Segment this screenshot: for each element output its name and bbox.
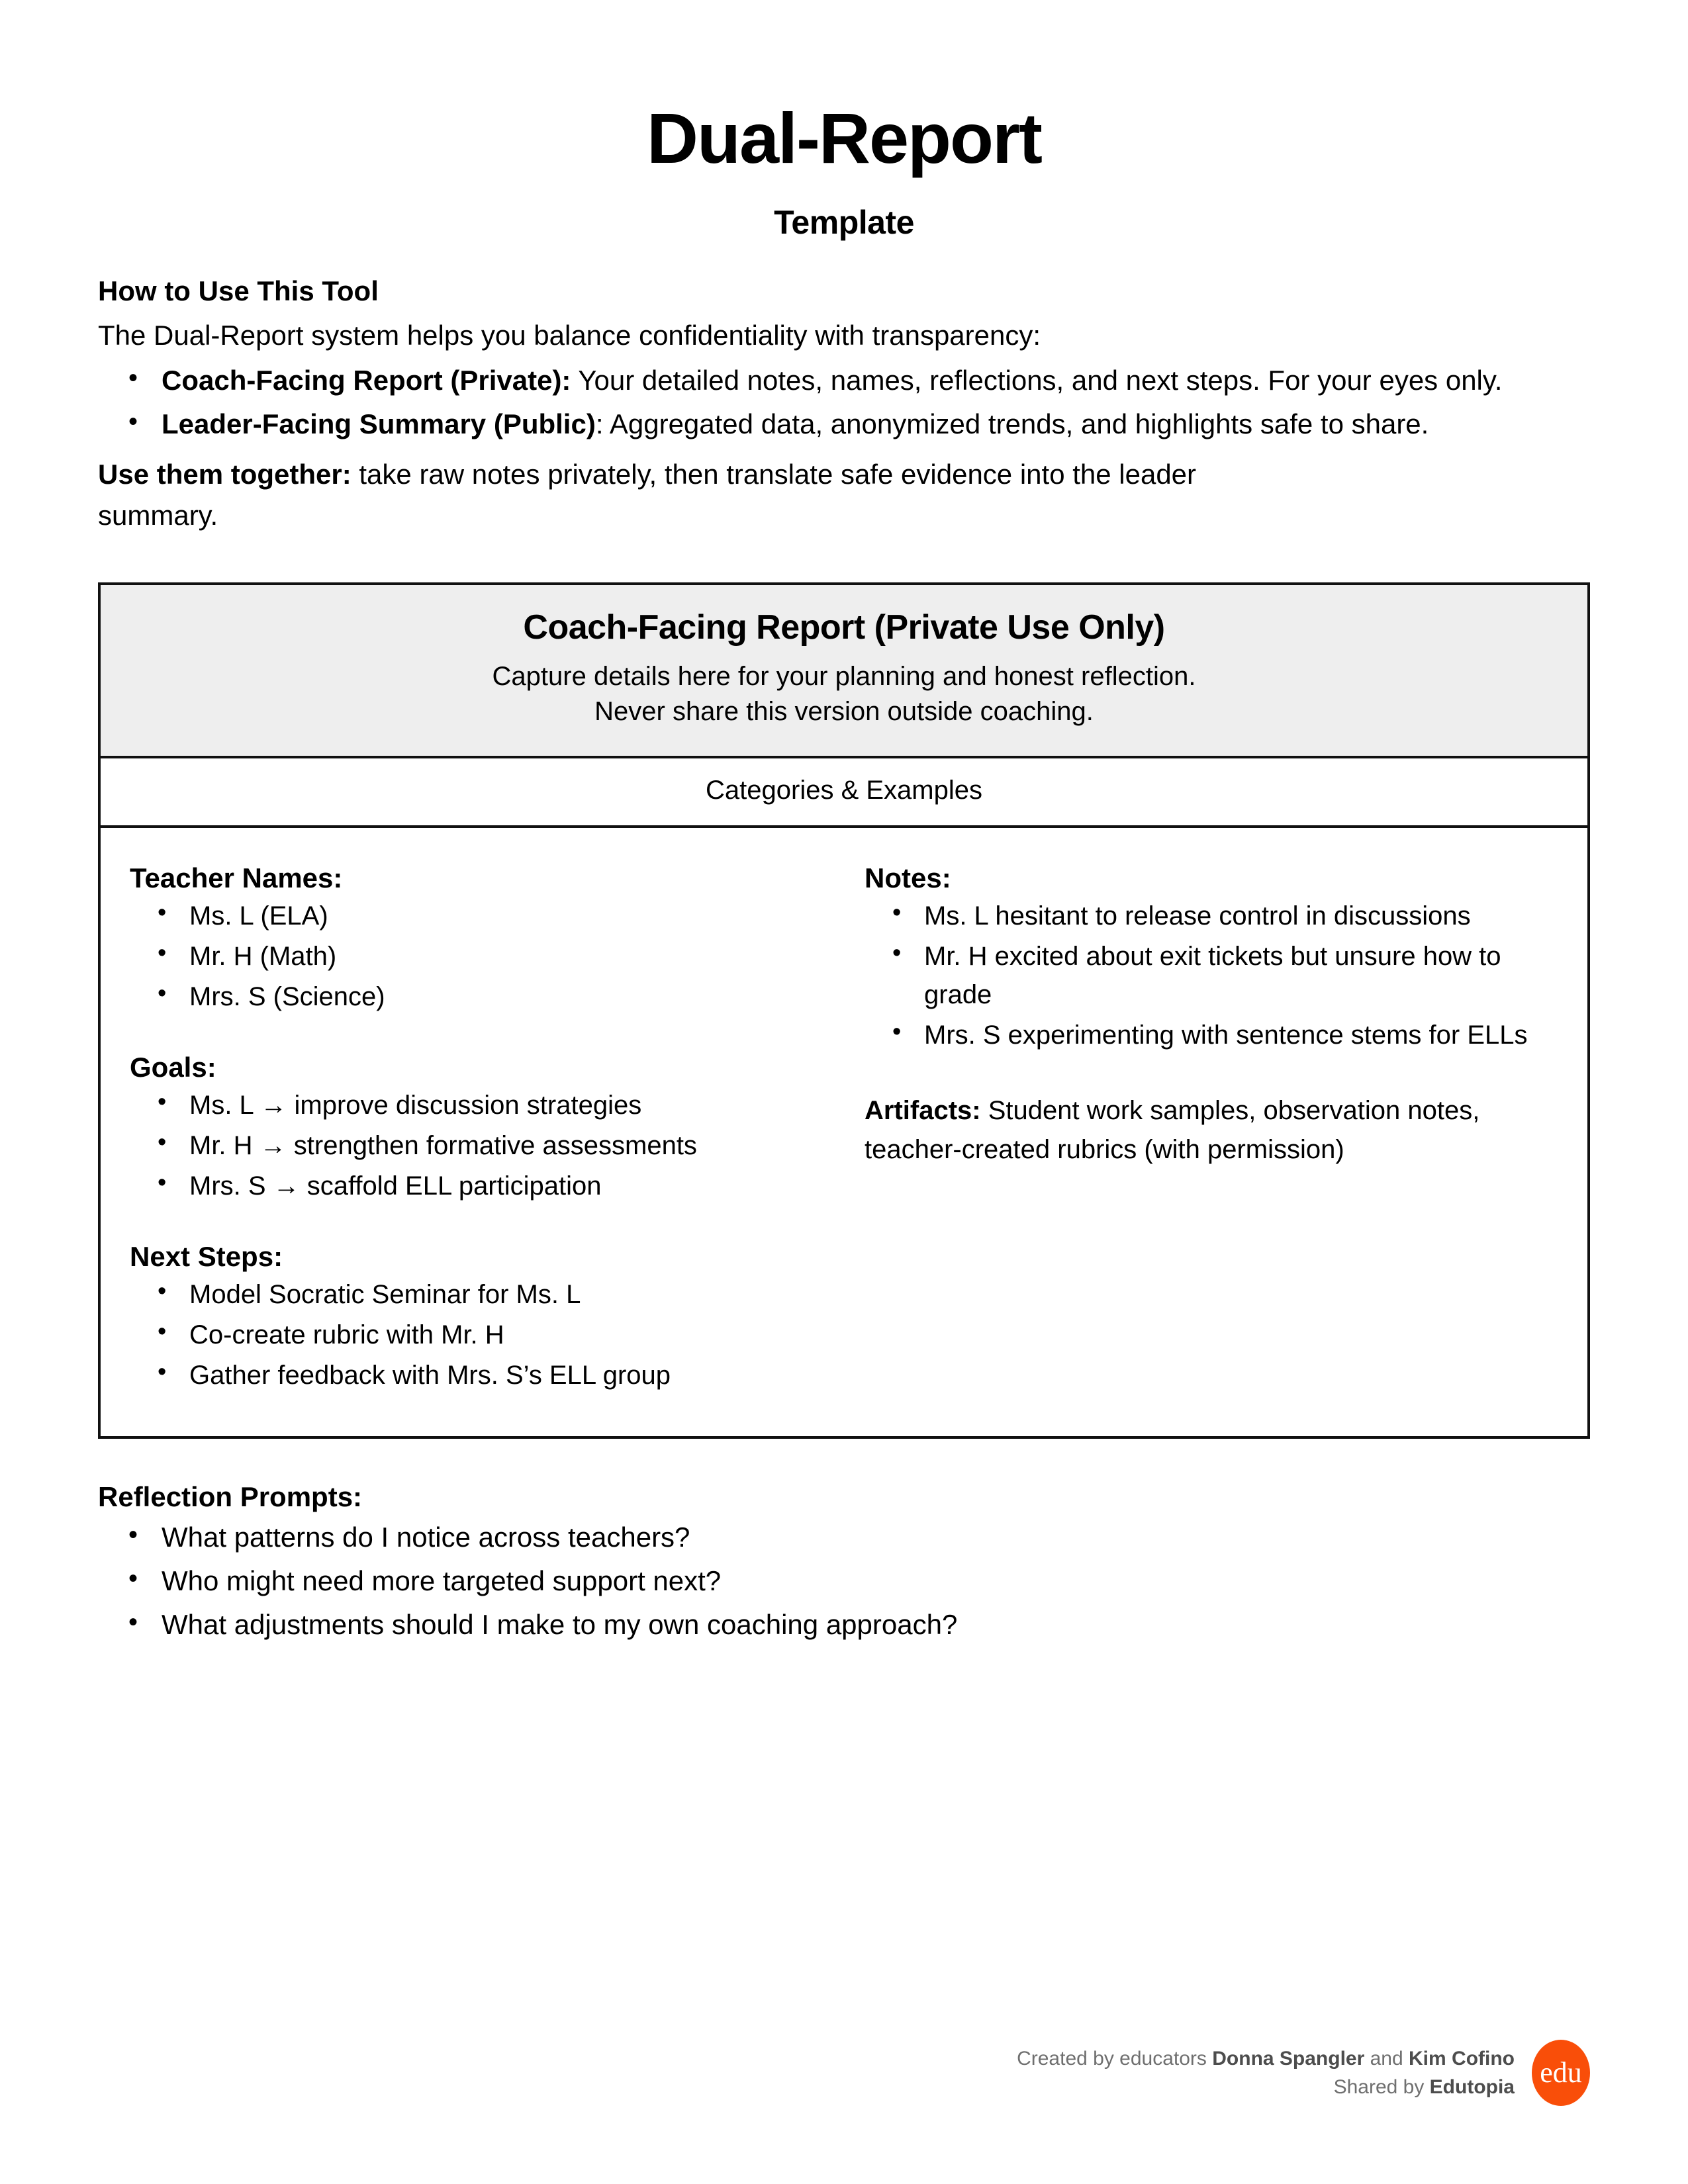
footer-shared-by-label: Shared by bbox=[1333, 2076, 1430, 2098]
page-subtitle: Template bbox=[774, 204, 914, 242]
footer-author-1: Donna Spangler bbox=[1212, 2047, 1365, 2070]
list-item: • Mrs. S (Science) bbox=[130, 978, 845, 1016]
footer-line-1 bbox=[1017, 2044, 1515, 2073]
list-item: • Gather feedback with Mrs. S’s ELL group bbox=[130, 1356, 845, 1394]
list-item: • Ms. L (ELA) bbox=[130, 897, 845, 935]
list-item: • Mrs. S → scaffold ELL participation bbox=[130, 1167, 845, 1205]
reflection-prompts-heading: Reflection Prompts: bbox=[98, 1480, 363, 1512]
list-item: • Ms. L hesitant to release control in discussions bbox=[865, 897, 1540, 935]
artifacts-text: Student work samples, observation notes, teacher-created rubrics (with permission) bbox=[865, 1095, 1480, 1165]
footer-credits bbox=[1017, 2044, 1515, 2102]
closing-text: take raw notes privately, then translate safe evidence into the leader summary. bbox=[98, 459, 1197, 531]
table-header-line-2: Never share this version outside coaching. bbox=[594, 697, 1094, 727]
teacher-names-heading: Teacher Names: bbox=[130, 862, 343, 893]
list-item: • What adjustments should I make to my own coaching approach? bbox=[98, 1604, 1590, 1645]
footer-author-2: Kim Cofino bbox=[1409, 2047, 1515, 2070]
list-item: • Mr. H → strengthen formative assessments bbox=[130, 1126, 845, 1165]
table-body-row bbox=[101, 828, 1587, 1436]
bullet-bold-label: Leader-Facing Summary (Public) bbox=[162, 408, 596, 439]
list-item bbox=[98, 404, 1590, 445]
next-steps-list bbox=[130, 1275, 845, 1394]
goals-list bbox=[130, 1086, 845, 1205]
reflection-prompts-section bbox=[98, 1481, 1590, 1645]
artifacts-label: Artifacts: bbox=[865, 1095, 981, 1125]
how-to-use-lead: The Dual-Report system helps you balance confidentiality with transparency: bbox=[98, 319, 1041, 351]
page-title: Dual-Report bbox=[647, 98, 1041, 178]
edutopia-logo-icon: edu bbox=[1532, 2040, 1590, 2106]
table-subheader-cell: Categories & Examples bbox=[101, 758, 1587, 828]
list-item bbox=[98, 360, 1590, 401]
closing-bold-label: Use them together: bbox=[98, 459, 352, 490]
next-steps-heading: Next Steps: bbox=[130, 1240, 283, 1272]
list-item: • Mrs. S experimenting with sentence stems for ELLs bbox=[865, 1016, 1540, 1054]
coach-facing-report-table bbox=[98, 582, 1590, 1439]
list-item: • Co-create rubric with Mr. H bbox=[130, 1316, 845, 1354]
footer-line-2 bbox=[1017, 2073, 1515, 2102]
list-item: • Who might need more targeted support next? bbox=[98, 1561, 1590, 1602]
table-header-line-1: Capture details here for your planning and honest reflection. bbox=[492, 662, 1196, 692]
footer bbox=[1017, 2040, 1590, 2106]
bullet-bold-label: Coach-Facing Report (Private): bbox=[162, 364, 571, 396]
bullet-text: : Aggregated data, anonymized trends, and highlights safe to share. bbox=[595, 408, 1429, 439]
notes-list bbox=[865, 897, 1540, 1054]
how-to-use-closing bbox=[98, 454, 1309, 536]
artifacts-paragraph bbox=[865, 1091, 1540, 1169]
teacher-names-list bbox=[130, 897, 845, 1016]
list-item: • Mr. H (Math) bbox=[130, 937, 845, 976]
how-to-use-section bbox=[98, 271, 1590, 536]
footer-created-by-label: Created by educators bbox=[1017, 2047, 1213, 2070]
how-to-use-bullet-list bbox=[98, 360, 1590, 445]
table-header-title: Coach-Facing Report (Private Use Only) bbox=[523, 608, 1165, 647]
reflection-prompts-list bbox=[98, 1517, 1590, 1645]
list-item: • What patterns do I notice across teachers? bbox=[98, 1517, 1590, 1558]
how-to-use-heading: How to Use This Tool bbox=[98, 275, 379, 307]
bullet-text: Your detailed notes, names, reflections, and next steps. For your eyes only. bbox=[571, 364, 1503, 396]
table-cell-left bbox=[130, 862, 865, 1396]
footer-and-label: and bbox=[1364, 2047, 1409, 2070]
footer-brand: Edutopia bbox=[1429, 2076, 1515, 2098]
table-header-cell bbox=[101, 585, 1587, 758]
list-item: • Model Socratic Seminar for Ms. L bbox=[130, 1275, 845, 1314]
list-item: • Mr. H excited about exit tickets but unsure how to grade bbox=[865, 937, 1540, 1014]
notes-heading: Notes: bbox=[865, 862, 951, 893]
table-cell-right bbox=[865, 862, 1540, 1396]
goals-heading: Goals: bbox=[130, 1051, 216, 1083]
list-item: • Ms. L → improve discussion strategies bbox=[130, 1086, 845, 1124]
